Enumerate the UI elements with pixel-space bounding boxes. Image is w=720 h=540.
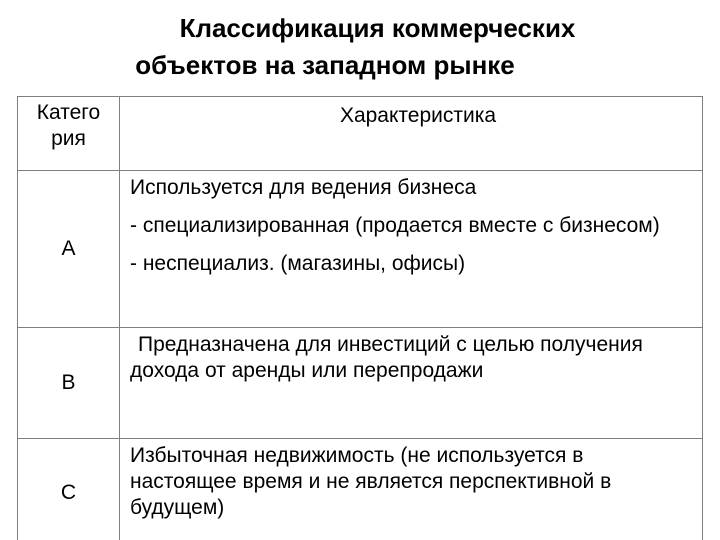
header-characteristic-label: Характеристика (339, 104, 497, 127)
characteristic-cell-b (120, 328, 703, 439)
header-characteristic-cell (120, 97, 703, 171)
characteristic-cell-a (120, 171, 703, 328)
row-a-line-1: Используется для ведения бизнеса (130, 176, 477, 199)
classification-table (17, 96, 703, 540)
slide-title-line-1: Классификация коммерческих (179, 13, 576, 43)
category-cell-a: А (18, 171, 120, 328)
table-row-a (18, 171, 703, 328)
table-row-b (18, 328, 703, 439)
header-category-label: Катего рия (36, 101, 101, 150)
slide-title-line-2: объектов на западном рынке (135, 50, 515, 80)
row-b-line-1: Предназначена для инвестиций с целью получения дохода от аренды или перепродажи (130, 333, 643, 382)
characteristic-cell-c (120, 439, 703, 540)
slide-title (80, 10, 640, 84)
row-a-line-3: - неспециализ. (магазины, офисы) (130, 252, 466, 275)
category-cell-b: В (18, 328, 120, 439)
header-category-cell (18, 97, 120, 171)
category-cell-c: С (18, 439, 120, 540)
table-header-row (18, 97, 703, 171)
table-row-c (18, 439, 703, 540)
row-a-line-2: - специализированная (продается вместе с бизнесом) (130, 214, 660, 237)
row-c-line-1: Избыточная недвижимость (не используется в настоящее время и не является перспективной в будущем) (130, 444, 612, 519)
